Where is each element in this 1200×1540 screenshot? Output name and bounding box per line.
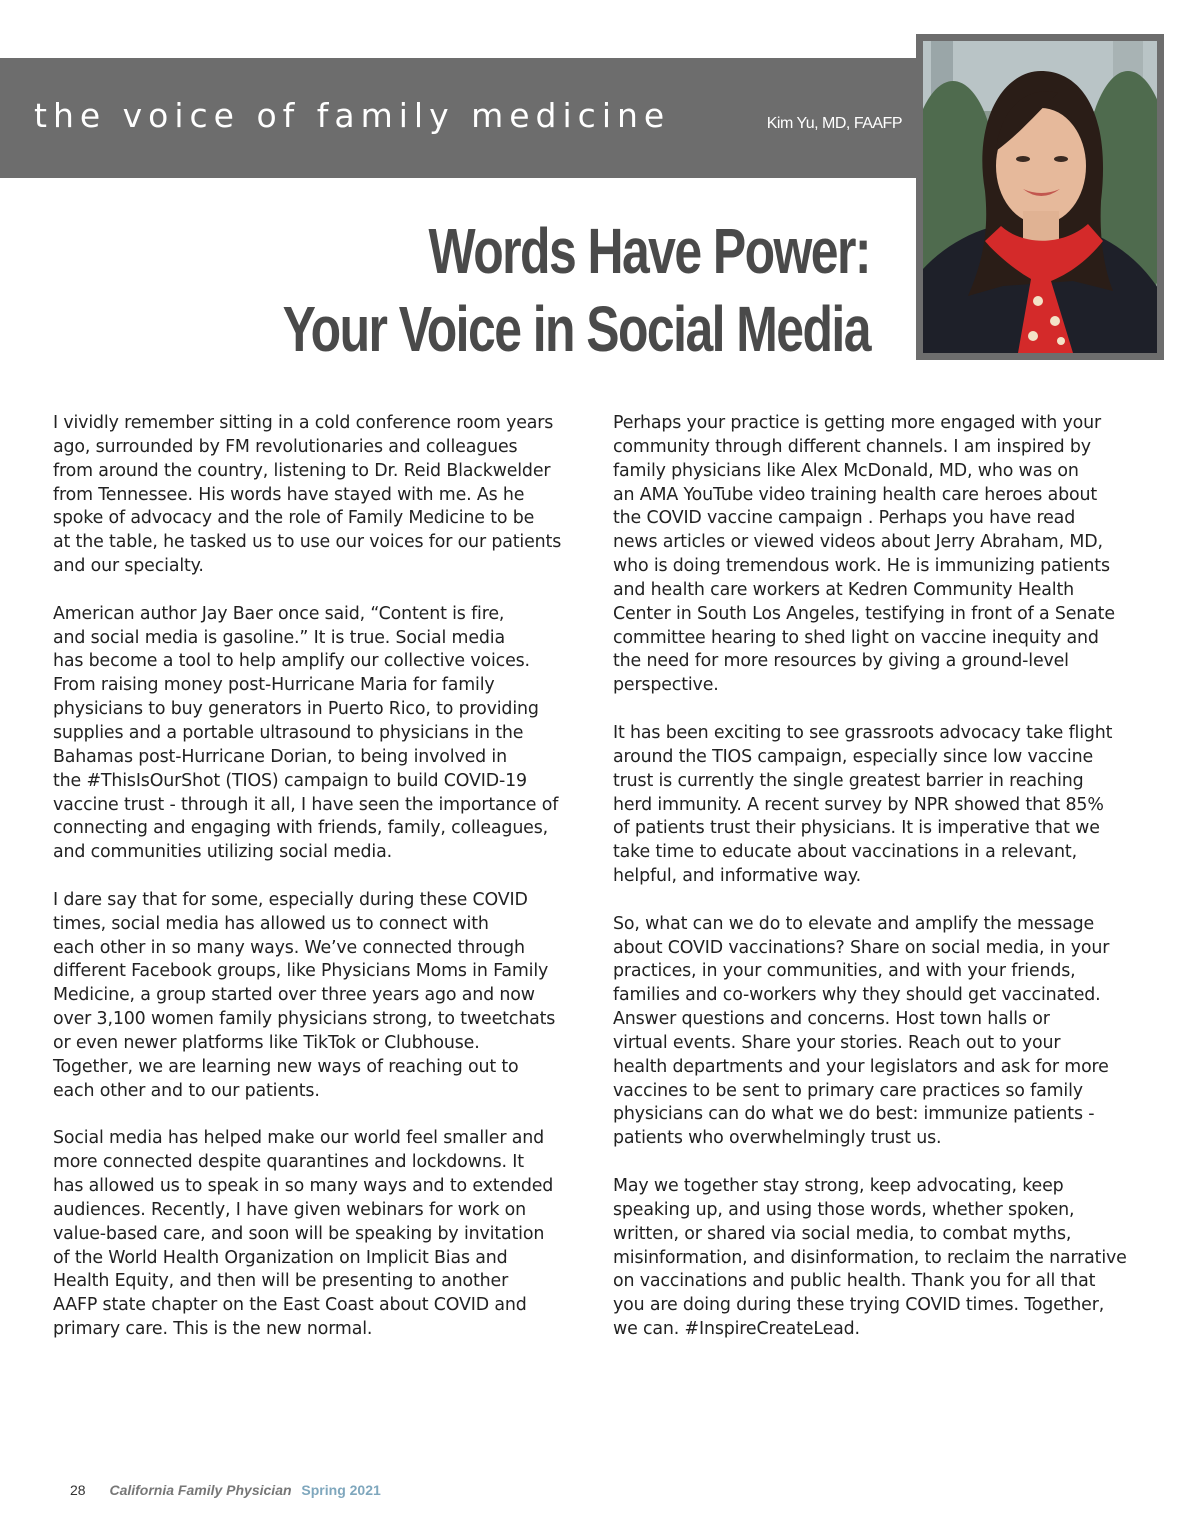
text-line: has become a tool to help amplify our collective voices. xyxy=(53,651,530,672)
text-line: American author Jay Baer once said, “Content is fire, xyxy=(53,603,505,624)
text-line: from around the country, listening to Dr. Reid Blackwelder xyxy=(53,460,551,481)
text-line: virtual events. Share your stories. Reach out to your xyxy=(613,1032,1061,1053)
text-line: and health care workers at Kedren Community Health xyxy=(613,579,1075,600)
text-line: Together, we are learning new ways of reaching out to xyxy=(53,1056,519,1077)
text-line: on vaccinations and public health. Thank you for all that xyxy=(613,1271,1096,1292)
text-line: written, or shared via social media, to combat myths, xyxy=(613,1223,1072,1244)
text-line: spoke of advocacy and the role of Family Medicine to be xyxy=(53,508,535,529)
text-line: patients who overwhelmingly trust us. xyxy=(613,1128,942,1149)
text-line: audiences. Recently, I have given webinars for work on xyxy=(53,1199,527,1220)
article-paragraph xyxy=(613,1175,1158,1342)
text-line: you are doing during these trying COVID times. Together, xyxy=(613,1295,1105,1316)
text-line: vaccine trust - through it all, I have seen the importance of xyxy=(53,794,559,815)
text-line: the #ThisIsOurShot (TIOS) campaign to build COVID-19 xyxy=(53,770,527,791)
author-byline: Kim Yu, MD, FAAFP xyxy=(766,115,902,132)
text-line: value-based care, and soon will be speaking by invitation xyxy=(53,1223,545,1244)
text-line: speaking up, and using those words, whether spoken, xyxy=(613,1199,1075,1220)
text-line: we can. #InspireCreateLead. xyxy=(613,1319,860,1340)
article-paragraph xyxy=(53,603,598,865)
text-line: the need for more resources by giving a ground-level xyxy=(613,651,1069,672)
article-column-right xyxy=(613,412,1158,1366)
article-title xyxy=(283,212,870,368)
text-line: physicians can do what we do best: immunize patients - xyxy=(613,1104,1095,1125)
text-line: an AMA YouTube video training health care heroes about xyxy=(613,484,1097,505)
text-line: Perhaps your practice is getting more engaged with your xyxy=(613,413,1101,433)
text-line: connecting and engaging with friends, family, colleagues, xyxy=(53,818,549,839)
text-line: It has been exciting to see grassroots advocacy take flight xyxy=(613,722,1113,743)
text-line: ago, surrounded by FM revolutionaries and colleagues xyxy=(53,436,518,457)
author-photo-frame xyxy=(916,34,1164,360)
article-paragraph xyxy=(53,412,598,579)
text-line: I vividly remember sitting in a cold conference room years xyxy=(53,413,554,433)
text-line: at the table, he tasked us to use our voices for our patients xyxy=(53,532,562,553)
text-line: take time to educate about vaccinations in a relevant, xyxy=(613,842,1077,863)
author-photo xyxy=(923,41,1157,353)
text-line: and social media is gasoline.” It is true. Social media xyxy=(53,627,505,648)
section-banner xyxy=(0,58,918,178)
article-paragraph xyxy=(53,889,598,1104)
text-line: and our specialty. xyxy=(53,556,204,577)
issue-label: Spring 2021 xyxy=(301,1482,381,1498)
article-paragraph xyxy=(613,722,1158,889)
page-footer xyxy=(70,1482,381,1498)
text-line: I dare say that for some, especially during these COVID xyxy=(53,889,528,910)
text-line: perspective. xyxy=(613,675,719,696)
text-line: Medicine, a group started over three years ago and now xyxy=(53,985,535,1006)
text-line: different Facebook groups, like Physicians Moms in Family xyxy=(53,961,549,982)
text-line: May we together stay strong, keep advocating, keep xyxy=(613,1176,1064,1196)
text-line: community through different channels. I am inspired by xyxy=(613,436,1091,457)
text-line: From raising money post-Hurricane Maria for family xyxy=(53,675,495,696)
title-line-2: Your Voice in Social Media xyxy=(282,293,870,365)
text-line: vaccines to be sent to primary care practices so family xyxy=(613,1080,1083,1101)
text-line: from Tennessee. His words have stayed with me. As he xyxy=(53,484,525,505)
text-line: Bahamas post-Hurricane Dorian, to being involved in xyxy=(53,746,507,767)
text-line: families and co-workers why they should get vaccinated. xyxy=(613,985,1101,1006)
section-title: the voice of family medicine xyxy=(34,96,671,135)
text-line: primary care. This is the new normal. xyxy=(53,1319,373,1340)
text-line: committee hearing to shed light on vaccine inequity and xyxy=(613,627,1099,648)
text-line: about COVID vaccinations? Share on social media, in your xyxy=(613,937,1110,958)
page-number: 28 xyxy=(70,1482,86,1498)
text-line: AAFP state chapter on the East Coast about COVID and xyxy=(53,1295,527,1316)
text-line: trust is currently the single greatest barrier in reaching xyxy=(613,770,1084,791)
article-paragraph xyxy=(613,913,1158,1151)
title-line-1: Words Have Power: xyxy=(428,215,870,287)
text-line: Social media has helped make our world feel smaller and xyxy=(53,1128,544,1149)
publication-name: California Family Physician xyxy=(109,1482,292,1498)
text-line: Health Equity, and then will be presenting to another xyxy=(53,1271,509,1292)
text-line: So, what can we do to elevate and amplify the message xyxy=(613,913,1095,934)
text-line: each other in so many ways. We’ve connected through xyxy=(53,937,525,958)
text-line: and communities utilizing social media. xyxy=(53,842,392,863)
text-line: herd immunity. A recent survey by NPR showed that 85% xyxy=(613,794,1104,815)
text-line: over 3,100 women family physicians strong, to tweetchats xyxy=(53,1009,556,1030)
text-line: each other and to our patients. xyxy=(53,1080,320,1101)
text-line: of patients trust their physicians. It is imperative that we xyxy=(613,818,1100,839)
article-paragraph xyxy=(613,412,1158,698)
text-line: around the TIOS campaign, especially since low vaccine xyxy=(613,746,1094,767)
text-line: Center in South Los Angeles, testifying in front of a Senate xyxy=(613,603,1115,624)
text-line: misinformation, and disinformation, to reclaim the narrative xyxy=(613,1247,1127,1268)
text-line: who is doing tremendous work. He is immunizing patients xyxy=(613,556,1110,577)
text-line: the COVID vaccine campaign . Perhaps you have read xyxy=(613,508,1076,529)
article-column-left xyxy=(53,412,598,1366)
text-line: has allowed us to speak in so many ways and to extended xyxy=(53,1176,554,1196)
article-paragraph xyxy=(53,1127,598,1342)
text-line: practices, in your communities, and with your friends, xyxy=(613,961,1076,982)
text-line: supplies and a portable ultrasound to physicians in the xyxy=(53,722,524,743)
text-line: physicians to buy generators in Puerto Rico, to providing xyxy=(53,699,539,720)
text-line: family physicians like Alex McDonald, MD, who was on xyxy=(613,460,1079,481)
text-line: Answer questions and concerns. Host town halls or xyxy=(613,1009,1050,1030)
text-line: or even newer platforms like TikTok or Clubhouse. xyxy=(53,1032,480,1053)
text-line: of the World Health Organization on Implicit Bias and xyxy=(53,1247,508,1268)
text-line: health departments and your legislators and ask for more xyxy=(613,1056,1109,1077)
text-line: helpful, and informative way. xyxy=(613,866,861,887)
text-line: times, social media has allowed us to connect with xyxy=(53,913,489,934)
text-line: more connected despite quarantines and lockdowns. It xyxy=(53,1152,524,1173)
text-line: news articles or viewed videos about Jerry Abraham, MD, xyxy=(613,532,1103,553)
